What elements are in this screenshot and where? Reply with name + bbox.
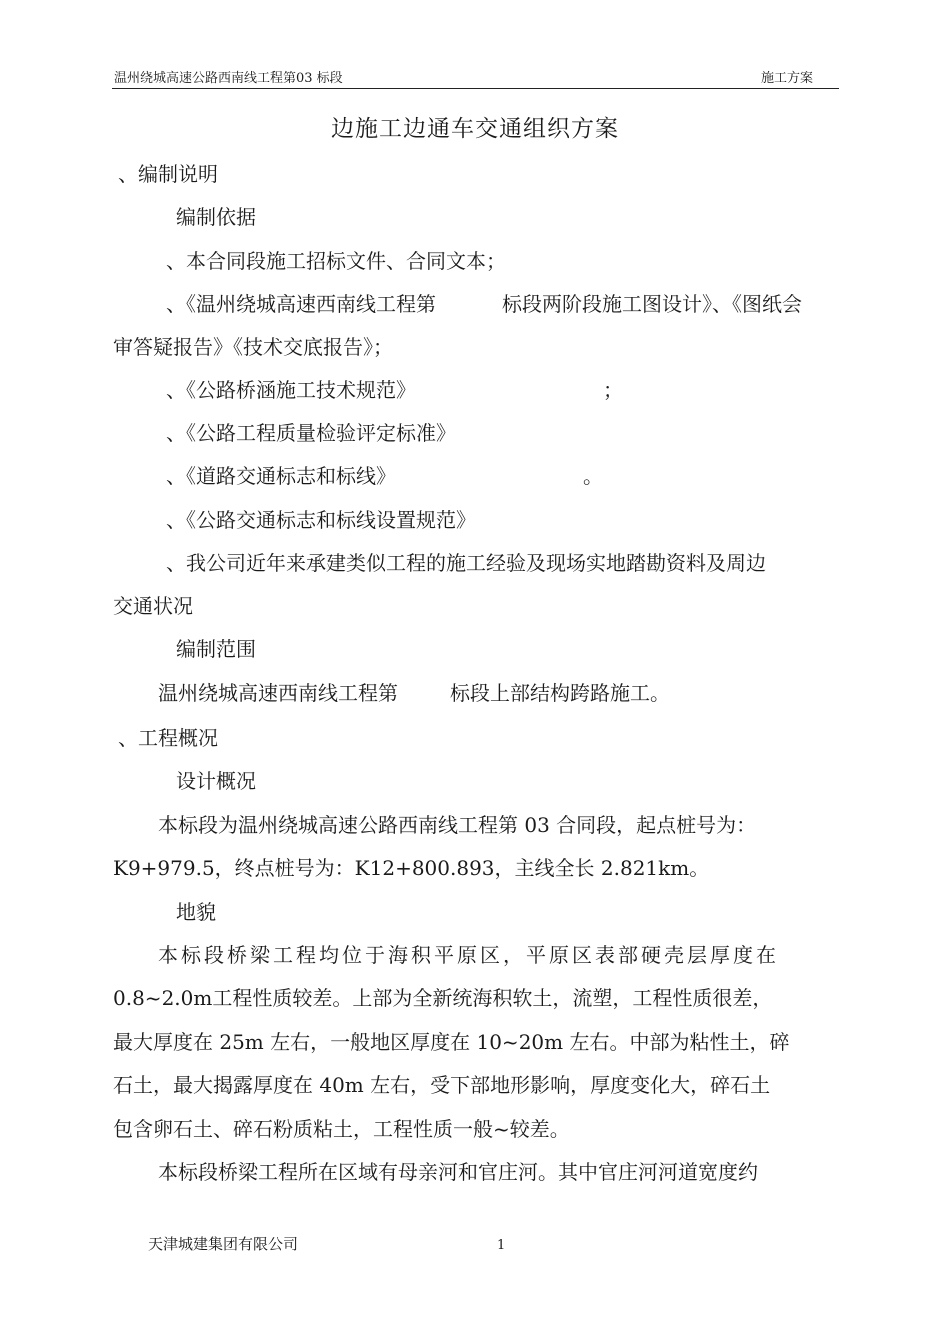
basis-item-2-part-a: 、《温州绕城高速西南线工程第	[166, 292, 436, 316]
landform-paragraph-line-5: 包含卵石土、碎石粉质粘土，工程性质一般~较差。	[113, 1117, 570, 1141]
basis-item-7-line-1: 、我公司近年来承建类似工程的施工经验及现场实地踏勘资料及周边	[166, 551, 766, 575]
design-paragraph-line-2: K9+979.5，终点桩号为：K12+800.893，主线全长 2.821km。	[113, 856, 710, 880]
scope-text-b: 标段上部结构跨路施工。	[450, 681, 670, 705]
subsection-design: 设计概况	[176, 769, 256, 793]
page-number: 1	[497, 1238, 506, 1253]
header-doc-type: 施工方案	[760, 71, 813, 86]
basis-item-2-part-c: 审答疑报告》《技术交底报告》；	[113, 335, 393, 359]
header-project-title: 温州绕城高速公路西南线工程第03 标段	[114, 71, 343, 86]
subsection-basis: 编制依据	[176, 205, 256, 229]
basis-item-6: 、《公路交通标志和标线设置规范》	[166, 508, 476, 532]
basis-item-5-end: 。	[583, 464, 603, 488]
footer-company: 天津城建集团有限公司	[148, 1235, 299, 1253]
basis-item-4: 、《公路工程质量检验评定标准》	[166, 421, 456, 445]
section-heading-1: 、编制说明	[118, 162, 218, 186]
basis-item-3-end: ；	[603, 378, 623, 402]
section-heading-2: 、工程概况	[118, 726, 218, 750]
landform-paragraph-line-3: 最大厚度在 25m 左右，一般地区厚度在 10~20m 左右。中部为粘性土，碎	[113, 1030, 790, 1054]
scope-text-a: 温州绕城高速西南线工程第	[158, 681, 398, 705]
basis-item-5: 、《道路交通标志和标线》	[166, 464, 396, 488]
subsection-landform: 地貌	[176, 900, 216, 924]
design-paragraph-line-1: 本标段为温州绕城高速公路西南线工程第 03 合同段，起点桩号为：	[158, 813, 757, 837]
page-header	[112, 70, 839, 89]
subsection-scope: 编制范围	[176, 637, 256, 661]
basis-item-2-part-b: 标段两阶段施工图设计》、《图纸会	[502, 292, 802, 316]
landform-paragraph-line-1: 本标段桥梁工程均位于海积平原区，平原区表部硬壳层厚度在	[158, 943, 779, 967]
landform-paragraph-line-2: 0.8~2.0m工程性质较差。上部为全新统海积软土，流塑，工程性质很差，	[113, 986, 773, 1010]
landform-paragraph-line-4: 石土，最大揭露厚度在 40m 左右，受下部地形影响，厚度变化大，碎石土	[113, 1073, 771, 1097]
river-paragraph-line-1: 本标段桥梁工程所在区域有母亲河和官庄河。其中官庄河河道宽度约	[158, 1160, 758, 1184]
basis-item-3: 、《公路桥涵施工技术规范》	[166, 378, 416, 402]
basis-item-7-line-2: 交通状况	[113, 594, 193, 618]
document-title: 边施工边通车交通组织方案	[331, 116, 619, 142]
basis-item-1: 、本合同段施工招标文件、合同文本；	[166, 249, 506, 273]
